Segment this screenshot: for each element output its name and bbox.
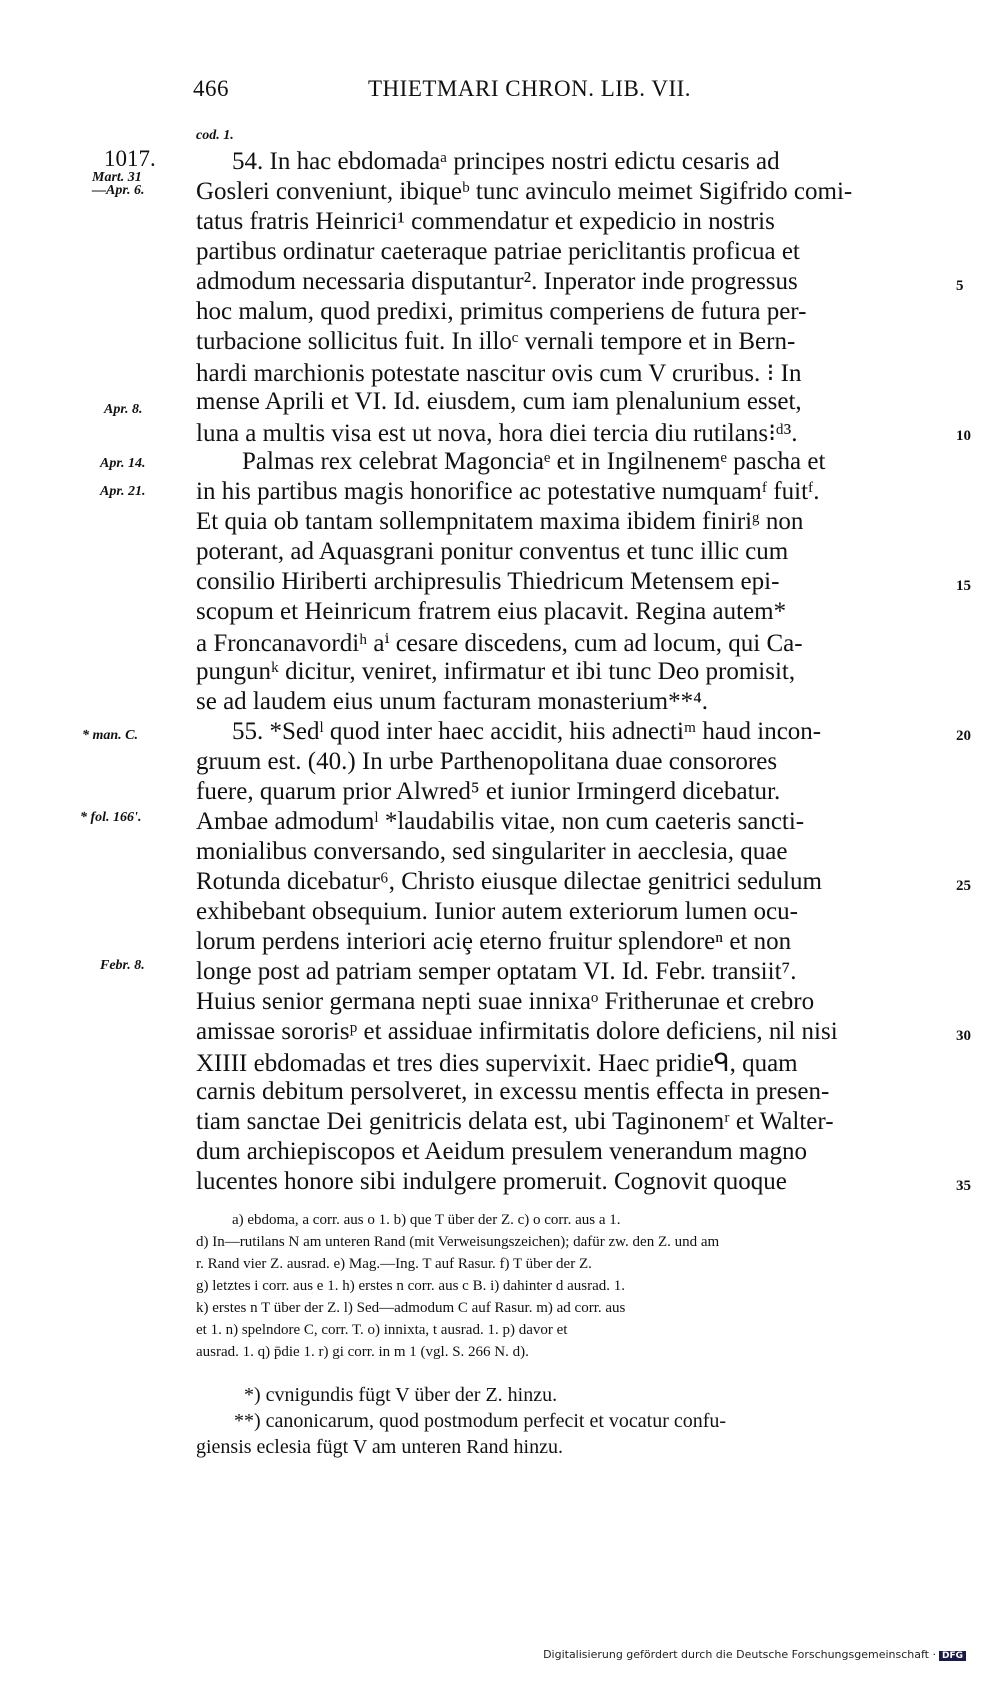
text-line: longe post ad patriam semper optatam VI. Id. Febr. transiit⁷. — [196, 958, 797, 985]
text-line: exhibebant obsequium. Iunior autem exteriorum lumen ocu- — [196, 898, 798, 925]
text-line: amissae sororisᵖ et assiduae infirmitatis dolore deficiens, nil nisi — [196, 1018, 838, 1045]
text-line: tiam sanctae Dei genitricis delata est, ubi Taginonemʳ et Walter- — [196, 1108, 834, 1135]
star-note: **) canonicarum, quod postmodum perfecit et vocatur confu- — [234, 1410, 727, 1432]
footnote-line: k) erstes n T über der Z. l) Sed—admodum C auf Rasur. m) ad corr. aus — [196, 1300, 626, 1316]
star-note: *) cvnigundis fügt V über der Z. hinzu. — [244, 1384, 558, 1406]
text-line: 54. In hac ebdomadaᵃ principes nostri edictu cesaris ad — [232, 148, 780, 175]
text-line: pungunᵏ dicitur, veniret, infirmatur et ibi tunc Deo promisit, — [196, 658, 796, 685]
footnote-line: ausrad. 1. q) p̄die 1. r) gi corr. in m 1 (vgl. S. 266 N. d). — [196, 1344, 529, 1360]
cod-note: cod. 1. — [196, 128, 234, 143]
line-number: 5 — [956, 278, 964, 294]
margin-date: Apr. 8. — [104, 402, 143, 417]
footnote-line: a) ebdoma, a corr. aus o 1. b) que T über der Z. c) o corr. aus a 1. — [232, 1212, 621, 1228]
text-line: dum archiepiscopos et Aeidum presulem venerandum magno — [196, 1138, 807, 1165]
credit-text: Digitalisierung gefördert durch die Deutsche Forschungsgemeinschaft · — [543, 1648, 936, 1661]
margin-date: Apr. 21. — [100, 484, 146, 499]
line-number: 10 — [956, 428, 971, 444]
line-number: 25 — [956, 878, 971, 894]
footnote-line: r. Rand vier Z. ausrad. e) Mag.—Ing. T auf Rasur. f) T über der Z. — [196, 1256, 592, 1272]
text-line: a Froncanavordiʰ aⁱ cesare discedens, cum ad locum, qui Ca- — [196, 630, 803, 657]
text-line: turbacione sollicitus fuit. In illoᶜ vernali tempore et in Bern- — [196, 328, 796, 355]
text-line: tatus fratris Heinrici¹ commendatur et expedicio in nostris — [196, 208, 775, 235]
text-line: XIIII ebdomadas et tres dies supervixit. Haec pridieᑫ, quam — [196, 1050, 798, 1077]
text-line: poterant, ad Aquasgrani ponitur conventus et tunc illic cum — [196, 538, 789, 565]
text-line: Gosleri conveniunt, ibiqueᵇ tunc avinculo meimet Sigifrido comi- — [196, 178, 853, 205]
text-line: hardi marchionis potestate nascitur ovis cum V cruribus. ⁝ In — [196, 360, 802, 387]
text-line: carnis debitum persolveret, in excessu mentis effecta in presen- — [196, 1078, 830, 1105]
footnote-line: et 1. n) spelndore C, corr. T. o) innixta, t ausrad. 1. p) davor et — [196, 1322, 568, 1338]
text-line: Palmas rex celebrat Magonciaᵉ et in Ingilnenemᵉ pascha et — [242, 448, 826, 475]
footnote-line: g) letztes i corr. aus e 1. h) erstes n corr. aus c B. i) dahinter d ausrad. 1. — [196, 1278, 626, 1294]
text-line: luna a multis visa est ut nova, hora diei tercia diu rutilans⁝ᵈ³. — [196, 420, 798, 447]
text-line: monialibus conversando, sed singulariter in aecclesia, quae — [196, 838, 788, 865]
margin-date: Mart. 31 — [92, 170, 142, 185]
text-line: Rotunda dicebatur⁶, Christo eiusque dilectae genitrici sedulum — [196, 868, 822, 895]
text-line: lorum perdens interiori aciȩ eterno fruitur splendoreⁿ et non — [196, 928, 792, 955]
margin-folio-note: * fol. 166'. — [80, 810, 142, 825]
digitization-credit — [543, 1648, 966, 1661]
page-number: 466 — [193, 76, 229, 101]
margin-date: Febr. 8. — [100, 958, 145, 973]
text-line: Ambae admodumˡ *laudabilis vitae, non cum caeteris sancti- — [196, 808, 805, 835]
margin-hand-note: * man. C. — [82, 728, 139, 743]
star-note: giensis eclesia fügt V am unteren Rand hinzu. — [196, 1436, 563, 1458]
text-line: se ad laudem eius unum facturam monasterium**⁴. — [196, 688, 709, 715]
text-line: Et quia ob tantam sollempnitatem maxima ibidem finiriᵍ non — [196, 508, 804, 535]
text-line: mense Aprili et VI. Id. eiusdem, cum iam plenalunium esset, — [196, 388, 802, 415]
line-number: 35 — [956, 1178, 971, 1194]
text-line: consilio Hiriberti archipresulis Thiedricum Metensem epi- — [196, 568, 780, 595]
text-line: in his partibus magis honorifice ac potestative numquamᶠ fuitᶠ. — [196, 478, 820, 505]
footnote-line: d) In—rutilans N am unteren Rand (mit Verweisungszeichen); dafür zw. den Z. und am — [196, 1234, 720, 1250]
line-number: 15 — [956, 578, 971, 594]
text-line: scopum et Heinricum fratrem eius placavit. Regina autem* — [196, 598, 787, 625]
text-line: lucentes honore sibi indulgere promeruit. Cognovit quoque — [196, 1168, 787, 1195]
text-line: Huius senior germana nepti suae innixaᵒ Fritherunae et crebro — [196, 988, 815, 1015]
text-line: 55. *Sedˡ quod inter haec accidit, hiis adnectiᵐ haud incon- — [232, 718, 822, 745]
margin-year: 1017. — [104, 146, 156, 171]
text-line: hoc malum, quod predixi, primitus comperiens de futura per- — [196, 298, 807, 325]
running-title: THIETMARI CHRON. LIB. VII. — [368, 76, 692, 101]
margin-date: Apr. 14. — [100, 456, 146, 471]
text-line: gruum est. (40.) In urbe Parthenopolitana duae consorores — [196, 748, 778, 775]
line-number: 20 — [956, 728, 971, 744]
text-line: partibus ordinatur caeteraque patriae periclitantis proficua et — [196, 238, 800, 265]
dfg-logo: DFG — [939, 1651, 966, 1661]
text-line: admodum necessaria disputantur². Inperator inde progressus — [196, 268, 798, 295]
margin-date: —Apr. 6. — [92, 183, 145, 198]
text-line: fuere, quarum prior Alwred⁵ et iunior Irmingerd dicebatur. — [196, 778, 781, 805]
line-number: 30 — [956, 1028, 971, 1044]
